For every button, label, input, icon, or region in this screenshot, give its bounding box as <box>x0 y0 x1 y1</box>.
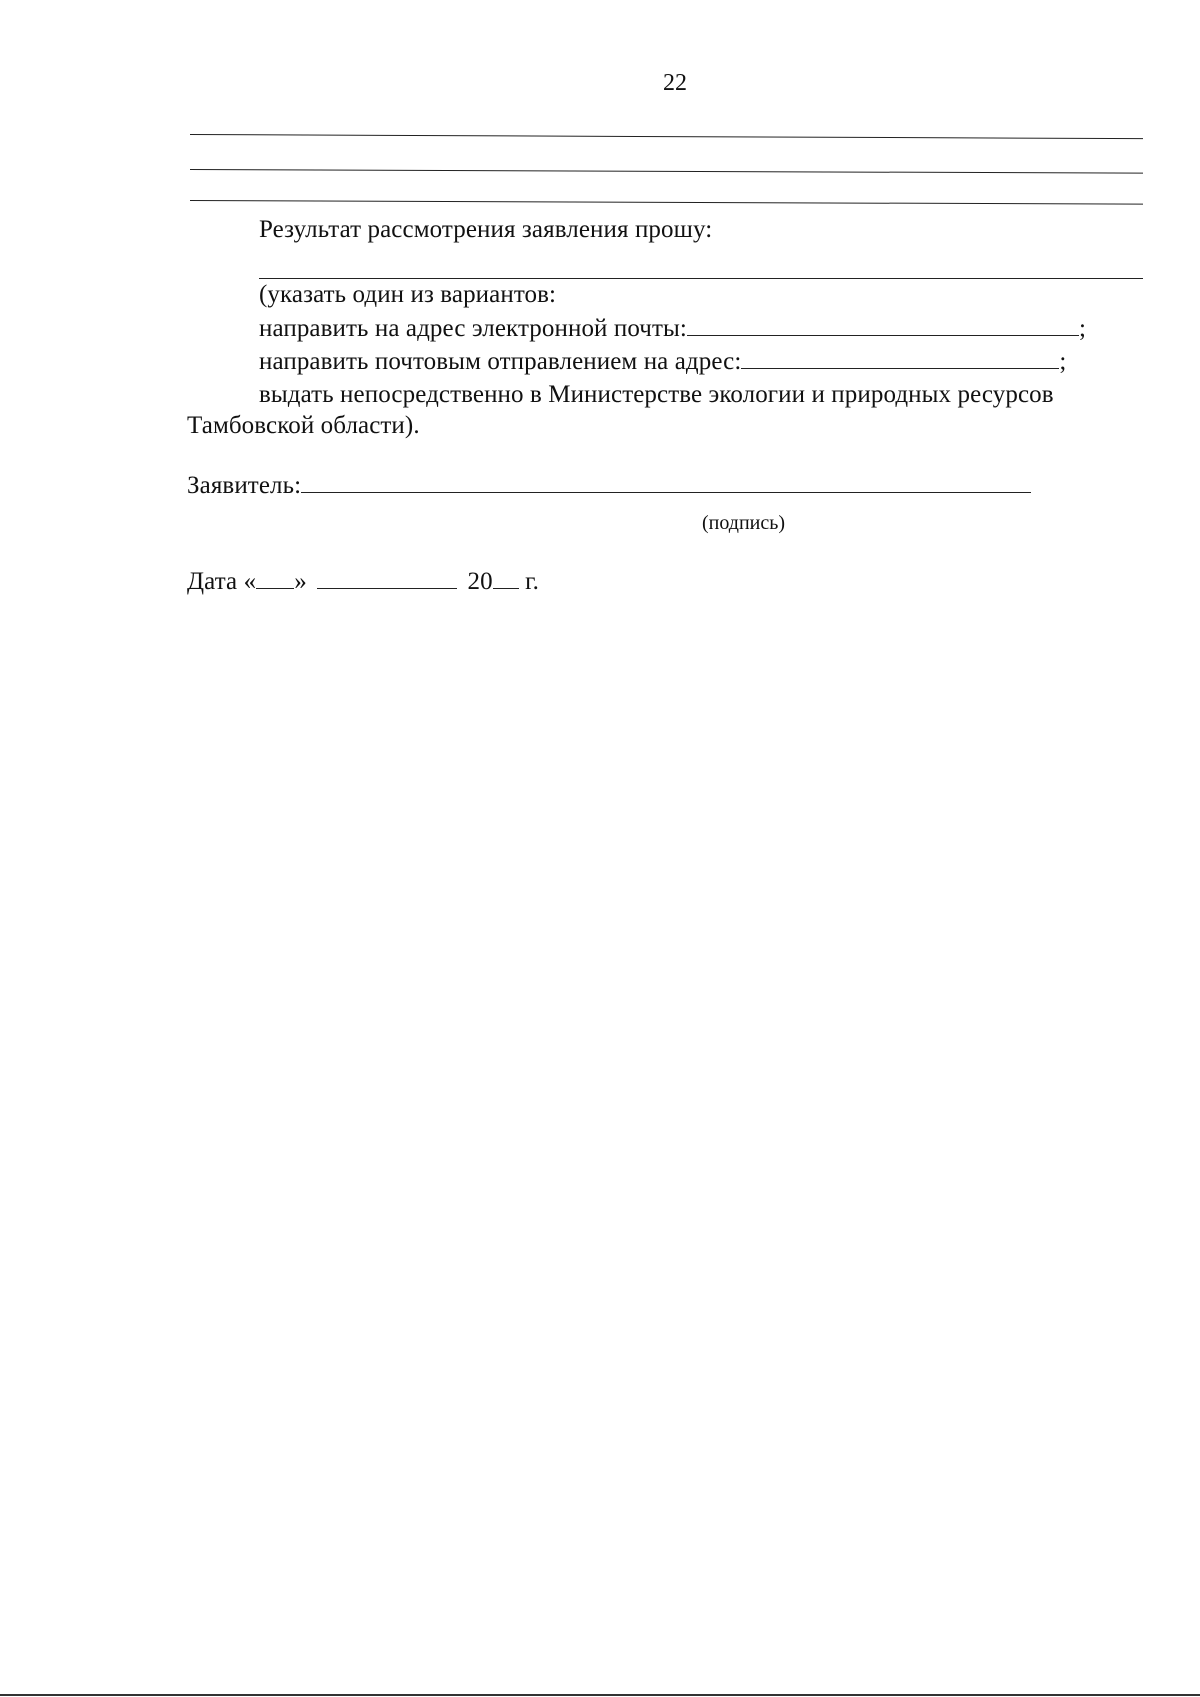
date-year-field <box>493 566 519 589</box>
blank-line-3 <box>190 200 1143 205</box>
date-close-quote: » <box>294 568 307 595</box>
post-address-blank-field <box>741 346 1059 369</box>
option-post-semicolon: ; <box>1059 348 1067 375</box>
applicant-label: Заявитель: <box>187 472 302 499</box>
applicant-row <box>187 470 1031 501</box>
option-post-label: направить почтовым отправлением на адрес: <box>259 348 742 375</box>
applicant-signature-field <box>301 470 1031 493</box>
page-bottom-edge <box>0 1694 1200 1696</box>
signature-caption: (подпись) <box>702 512 786 534</box>
page-number: 22 <box>663 70 687 96</box>
result-request-text: Результат рассмотрения заявления прошу: <box>259 216 713 243</box>
option-post-row <box>259 346 1066 377</box>
date-year-suffix: г. <box>525 568 539 595</box>
option-inperson-line2: Тамбовской области). <box>187 412 420 439</box>
option-inperson-line1: выдать непосредственно в Министерстве экологии и природных ресурсов <box>259 381 1054 408</box>
option-email-label: направить на адрес электронной почты: <box>259 315 687 342</box>
blank-line-1 <box>190 134 1143 139</box>
result-answer-line <box>259 278 1143 279</box>
email-blank-field <box>687 313 1079 336</box>
option-email-row <box>259 313 1086 344</box>
option-email-semicolon: ; <box>1078 315 1086 342</box>
date-row <box>187 566 539 597</box>
date-day-field <box>256 566 294 589</box>
date-label: Дата « <box>187 568 257 595</box>
date-year-prefix: 20 <box>467 568 493 595</box>
blank-line-2 <box>190 169 1143 174</box>
date-month-field <box>317 566 457 589</box>
options-intro-text: (указать один из вариантов: <box>259 281 557 308</box>
